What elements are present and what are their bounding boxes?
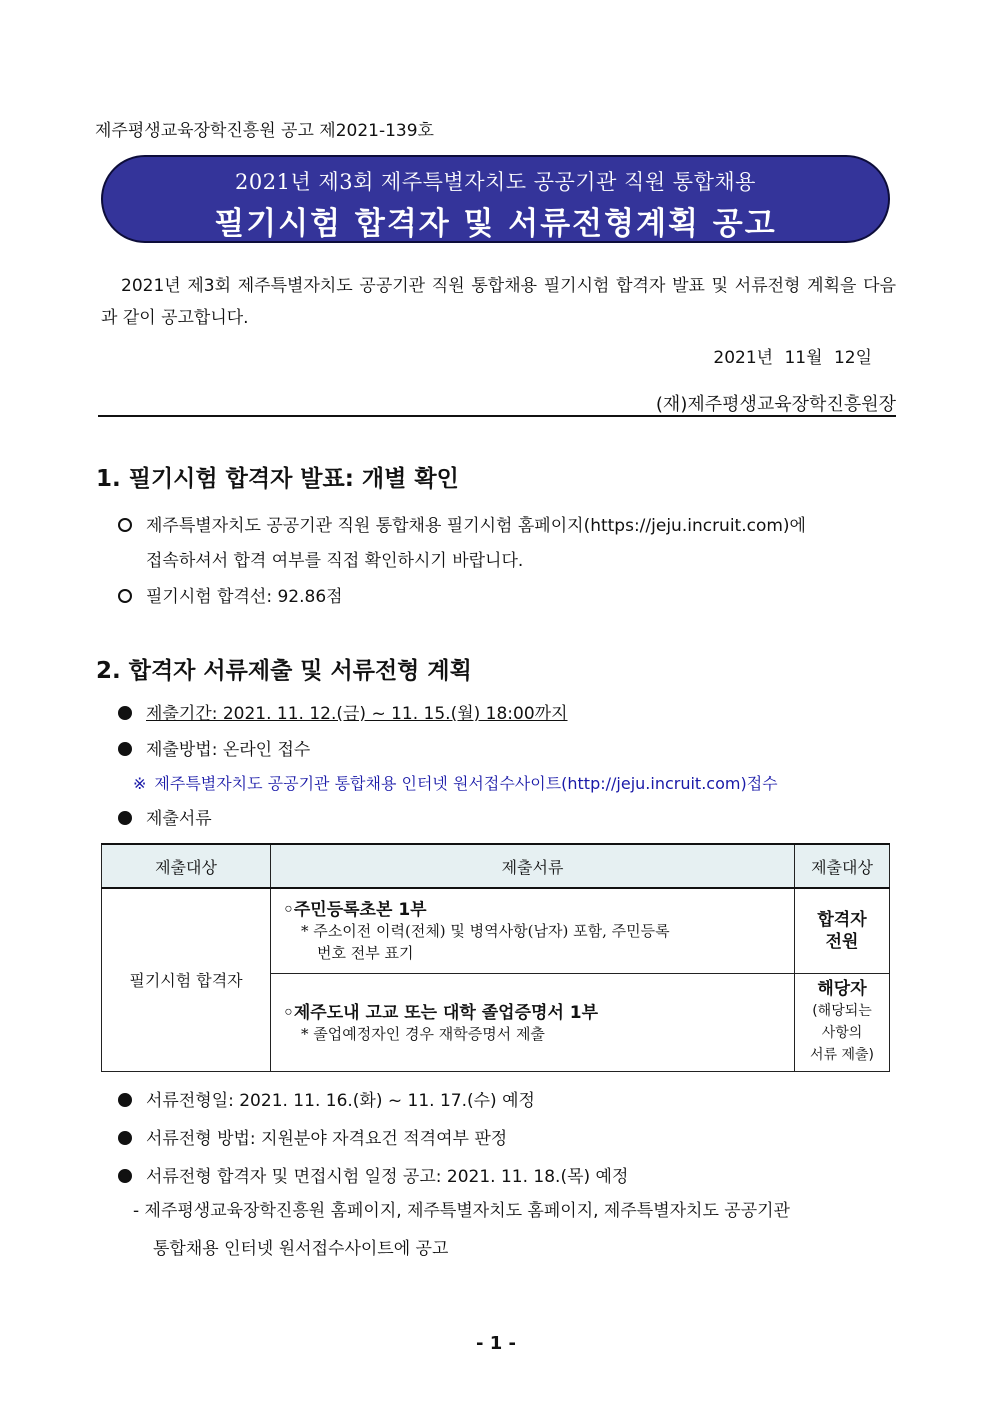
- note-text: 제주특별자치도 공공기관 통합채용 인터넷 원서접수사이트(http://jeju.incruit.com)접수: [154, 774, 778, 793]
- section1-bullet2: [118, 582, 343, 607]
- announcement: [118, 1162, 628, 1187]
- document-cell: [271, 973, 795, 1071]
- document-note-cont: 번호 전부 표기: [317, 944, 414, 962]
- title-banner: [101, 155, 890, 243]
- document-title: ◦주민등록초본 1부: [283, 900, 427, 920]
- passing-score: 필기시험 합격선: 92.86점: [146, 587, 343, 607]
- scope-cell: [795, 888, 890, 973]
- divider: [98, 415, 896, 417]
- scope-line: 합격자: [817, 909, 867, 930]
- table-row: [102, 888, 890, 973]
- announcement-detail: - 제주평생교육장학진흥원 홈페이지, 제주특별자치도 홈페이지, 제주특별자치도 공공기관: [133, 1201, 790, 1221]
- intro-paragraph: [101, 270, 896, 334]
- section1-heading: 1. 필기시험 합격자 발표: 개별 확인: [96, 466, 459, 492]
- section1-bullet1-cont: 접속하셔서 합격 여부를 직접 확인하시기 바랍니다.: [146, 551, 524, 571]
- banner-subtitle: 2021년 제3회 제주특별자치도 공공기관 직원 통합채용: [235, 170, 756, 194]
- submission-method: [118, 735, 310, 760]
- filled-bullet-icon: [118, 1093, 132, 1107]
- intro-text: 2021년 제3회 제주특별자치도 공공기관 직원 통합채용 필기시험 합격자 발표 및 서류전형 계획을 다음과 같이 공고합니다.: [101, 276, 896, 328]
- circle-bullet-icon: [118, 518, 132, 532]
- section1-bullet1: [118, 511, 806, 536]
- document-title: ◦제주도내 고교 또는 대학 졸업증명서 1부: [283, 1002, 599, 1023]
- filled-bullet-icon: [118, 1169, 132, 1183]
- announcement-text: 서류전형 합격자 및 면접시험 일정 공고: 2021. 11. 18.(목) 예정: [146, 1167, 629, 1187]
- documents-table: [101, 843, 890, 1072]
- scope-line: 전원: [825, 931, 859, 952]
- scope-detail: 사항의: [821, 1025, 863, 1041]
- documents-label-line: [118, 804, 212, 829]
- issuer: (재)제주평생교육장학진흥원장: [655, 394, 896, 415]
- submission-period: [118, 699, 568, 724]
- circle-bullet-icon: [118, 589, 132, 603]
- documents-label: 제출서류: [146, 809, 212, 829]
- filled-bullet-icon: [118, 706, 132, 720]
- method-text: 제출방법: 온라인 접수: [146, 740, 311, 760]
- filled-bullet-icon: [118, 1131, 132, 1145]
- review-method-text: 서류전형 방법: 지원분야 자격요건 적격여부 판정: [146, 1129, 508, 1149]
- period-text: 제출기간: 2021. 11. 12.(금) ~ 11. 15.(월) 18:00까지: [146, 704, 568, 724]
- document-cell: [271, 888, 795, 973]
- document-note: * 주소이전 이력(전체) 및 병역사항(남자) 포함, 주민등록: [301, 922, 670, 940]
- table-header: 제출대상: [795, 844, 890, 888]
- table-header: 제출대상: [102, 844, 271, 888]
- review-method: [118, 1124, 507, 1149]
- table-header: 제출서류: [271, 844, 795, 888]
- announcement-detail-cont: 통합채용 인터넷 원서접수사이트에 공고: [153, 1239, 449, 1259]
- document-note: * 졸업예정자인 경우 재학증명서 제출: [301, 1024, 545, 1043]
- filled-bullet-icon: [118, 811, 132, 825]
- review-date: [118, 1086, 535, 1111]
- scope-detail: (해당되는: [812, 1003, 872, 1019]
- bullet1-line1: 제주특별자치도 공공기관 직원 통합채용 필기시험 홈페이지(https://jeju.incruit.com)에: [146, 516, 806, 536]
- scope-detail: 서류 제출): [809, 1047, 874, 1063]
- reference-mark-icon: ※: [133, 774, 147, 793]
- scope-line: 해당자: [817, 979, 867, 999]
- scope-cell: [795, 973, 890, 1071]
- page-number: - 1 -: [476, 1333, 516, 1354]
- notice-number: 제주평생교육장학진흥원 공고 제2021-139호: [95, 121, 434, 141]
- target-cell: 필기시험 합격자: [102, 888, 271, 1071]
- submission-note: [133, 771, 778, 794]
- banner-title: 필기시험 합격자 및 서류전형계획 공고: [214, 206, 777, 242]
- table-header-row: [102, 844, 890, 888]
- filled-bullet-icon: [118, 742, 132, 756]
- section2-heading: 2. 합격자 서류제출 및 서류전형 계획: [96, 658, 472, 684]
- review-date-text: 서류전형일: 2021. 11. 16.(화) ~ 11. 17.(수) 예정: [146, 1091, 535, 1111]
- notice-date: 2021년 11월 12일: [713, 348, 872, 368]
